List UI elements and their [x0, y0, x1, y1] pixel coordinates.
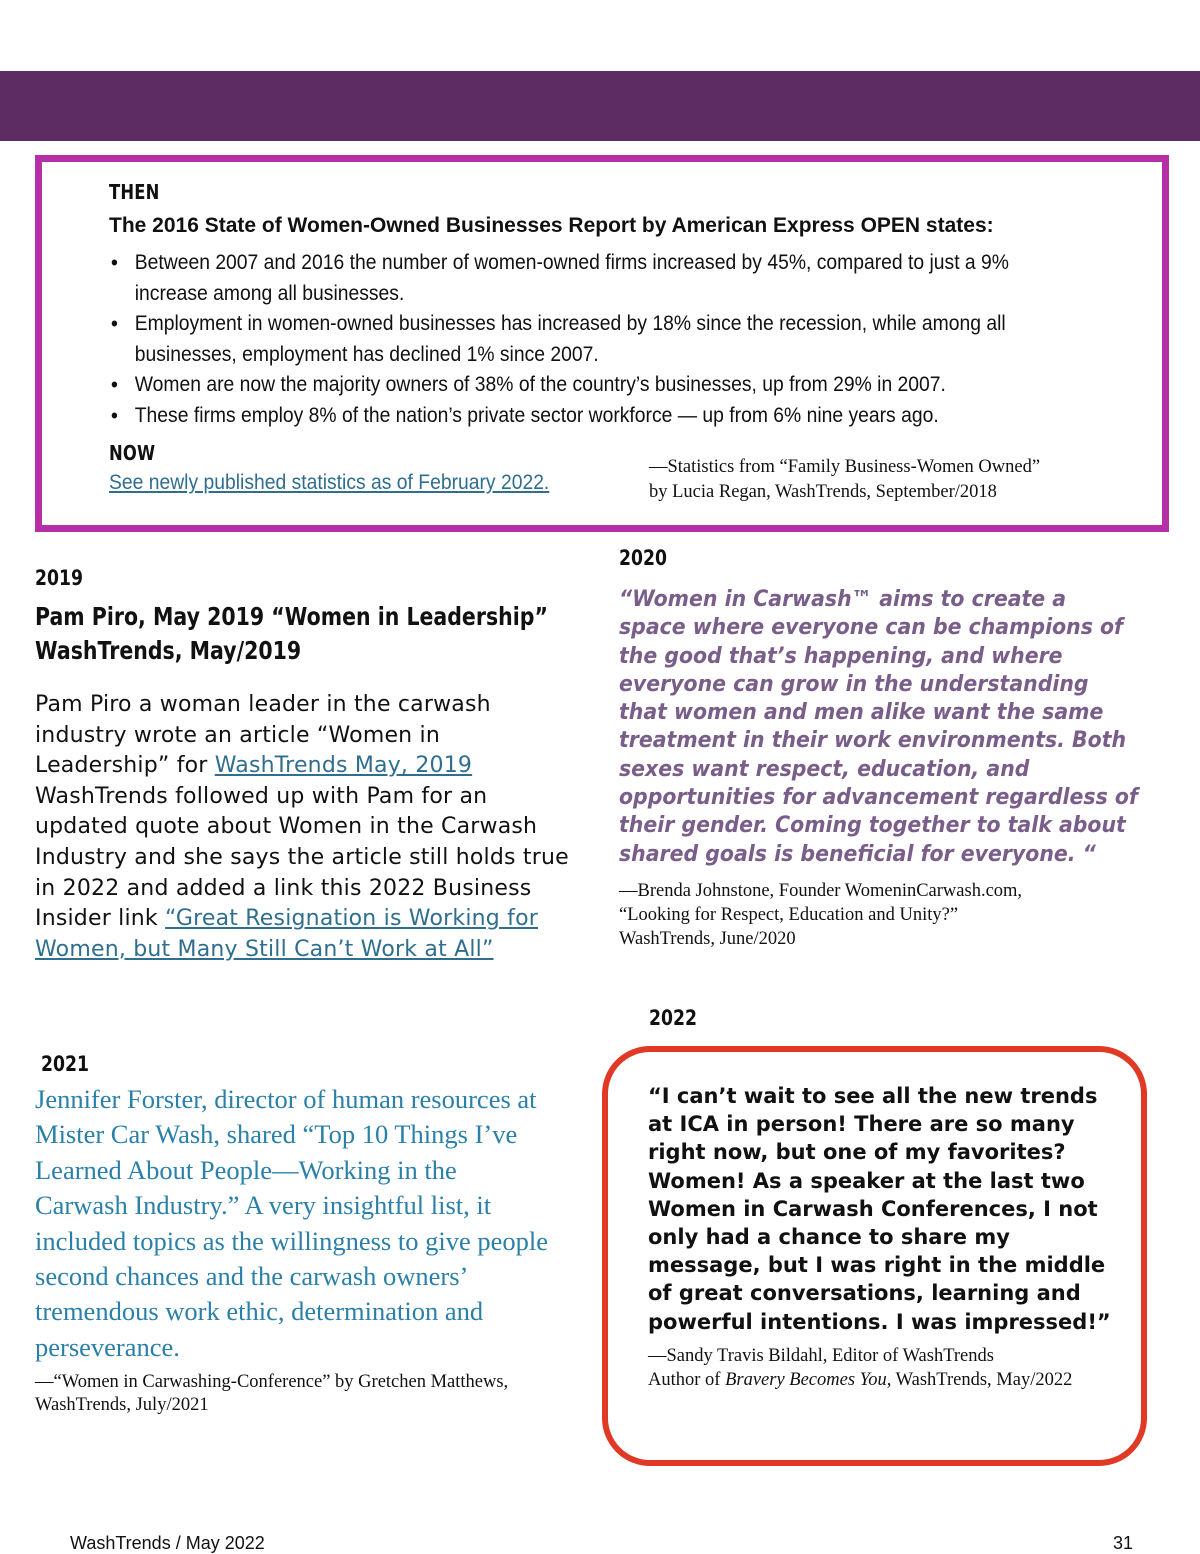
section-2020: [619, 546, 1164, 951]
section-2019: [35, 566, 575, 965]
quote-2022: “I can’t wait to see all the new trends at ICA in person! There are so many right now, but one of my favorites? Women! As a speaker at the last two Women in Carwash Conferences, I not only had a chance to share my message, but I was right in the middle of great conversations, learning and powerful intentions. I was impressed!”: [648, 1084, 1111, 1334]
quote-box-2022: [602, 1046, 1147, 1466]
citation-line: [648, 1368, 1118, 1392]
year-heading-2019: 2019: [35, 566, 83, 590]
article-title-2019: [35, 600, 560, 668]
statistics-citation: [649, 455, 1149, 505]
page-number: 31: [1113, 1533, 1134, 1553]
report-heading: The 2016 State of Women-Owned Businesses Report by American Express OPEN states:: [109, 214, 994, 237]
business-insider-link[interactable]: “Great Resignation is Working for Women, but Many Still Can’t Work at All”: [35, 906, 538, 962]
title-line: Pam Piro, May 2019 “Women in Leadership”: [35, 602, 548, 631]
footer-publication: WashTrends / May 2022: [70, 1533, 265, 1553]
section-2021: [35, 1052, 555, 1417]
year-heading-2021: 2021: [41, 1052, 89, 1076]
citation-line: “Looking for Respect, Education and Unity?”: [619, 904, 959, 925]
body-text-2019: [35, 690, 580, 965]
body-text-2021: Jennifer Forster, director of human resources at Mister Car Wash, shared “Top 10 Things I’ve Learned About People—Working in the Carwash Industry.” A very insightful list, it included topics as the willingness to give people second chances and the carwash owners’ tremendous work ethic, determination and perseverance.: [35, 1084, 548, 1362]
citation-line: WashTrends, June/2020: [619, 928, 796, 949]
new-statistics-link[interactable]: See newly published statistics as of February 2022.: [109, 471, 550, 494]
now-label: NOW: [109, 441, 156, 465]
citation-2021: —“Women in Carwashing-Conference” by Gretchen Matthews, WashTrends, July/2021: [35, 1372, 509, 1416]
year-heading-2020: 2020: [619, 546, 667, 570]
citation-2022: [648, 1344, 1118, 1392]
statistics-list: [109, 248, 1149, 431]
citation-text: , WashTrends, May/2022: [886, 1370, 1073, 1390]
washtrends-2019-link[interactable]: WashTrends May, 2019: [214, 753, 473, 779]
then-now-box: [35, 155, 1169, 532]
quote-2020: “Women in Carwash™ aims to create a space where everyone can be champions of the good that’s happening, and where everyone can grow in the understanding that women and men alike want the same treatment in their work environments. Both sexes want respect, education, and opportunities for advancement regardless of their gender. Coming together to talk about shared goals is beneficial for everyone. “: [619, 587, 1138, 867]
then-label: THEN: [109, 180, 160, 204]
list-item: • Employment in women-owned businesses has increased by 18% since the recession, while among all businesses, employment has declined 1% since 2007.: [109, 309, 1073, 370]
header-banner: [0, 71, 1200, 141]
book-title: Bravery Becomes You: [725, 1370, 887, 1390]
citation-line: —Statistics from “Family Business-Women Owned”: [649, 457, 1041, 477]
year-heading-2022: 2022: [649, 1006, 697, 1030]
body-text: Pam Piro a woman leader in the carwash industry wrote an article “Women in Leadership” for: [35, 692, 491, 779]
now-row: [109, 441, 1149, 502]
list-item: • Women are now the majority owners of 38% of the country’s businesses, up from 29% in 2007.: [109, 370, 1073, 401]
list-item: • Between 2007 and 2016 the number of women-owned firms increased by 45%, compared to just a 9% increase among all businesses.: [109, 248, 1073, 309]
citation-line: by Lucia Regan, WashTrends, September/2018: [649, 482, 997, 502]
citation-line: —Brenda Johnstone, Founder WomeninCarwash.com,: [619, 880, 1023, 901]
title-line: WashTrends, May/2019: [35, 636, 302, 665]
citation-text: Author of: [648, 1370, 726, 1390]
citation-2020: [619, 879, 1164, 951]
body-text: WashTrends followed up with Pam for an updated quote about Women in the Carwash Industry and she says the article still holds true in 2022 and added a link this 2022 Business Insider link: [35, 783, 569, 932]
list-item: • These firms employ 8% of the nation’s private sector workforce — up from 6% nine years ago.: [109, 401, 1073, 432]
citation-line: —Sandy Travis Bildahl, Editor of WashTrends: [648, 1346, 994, 1366]
